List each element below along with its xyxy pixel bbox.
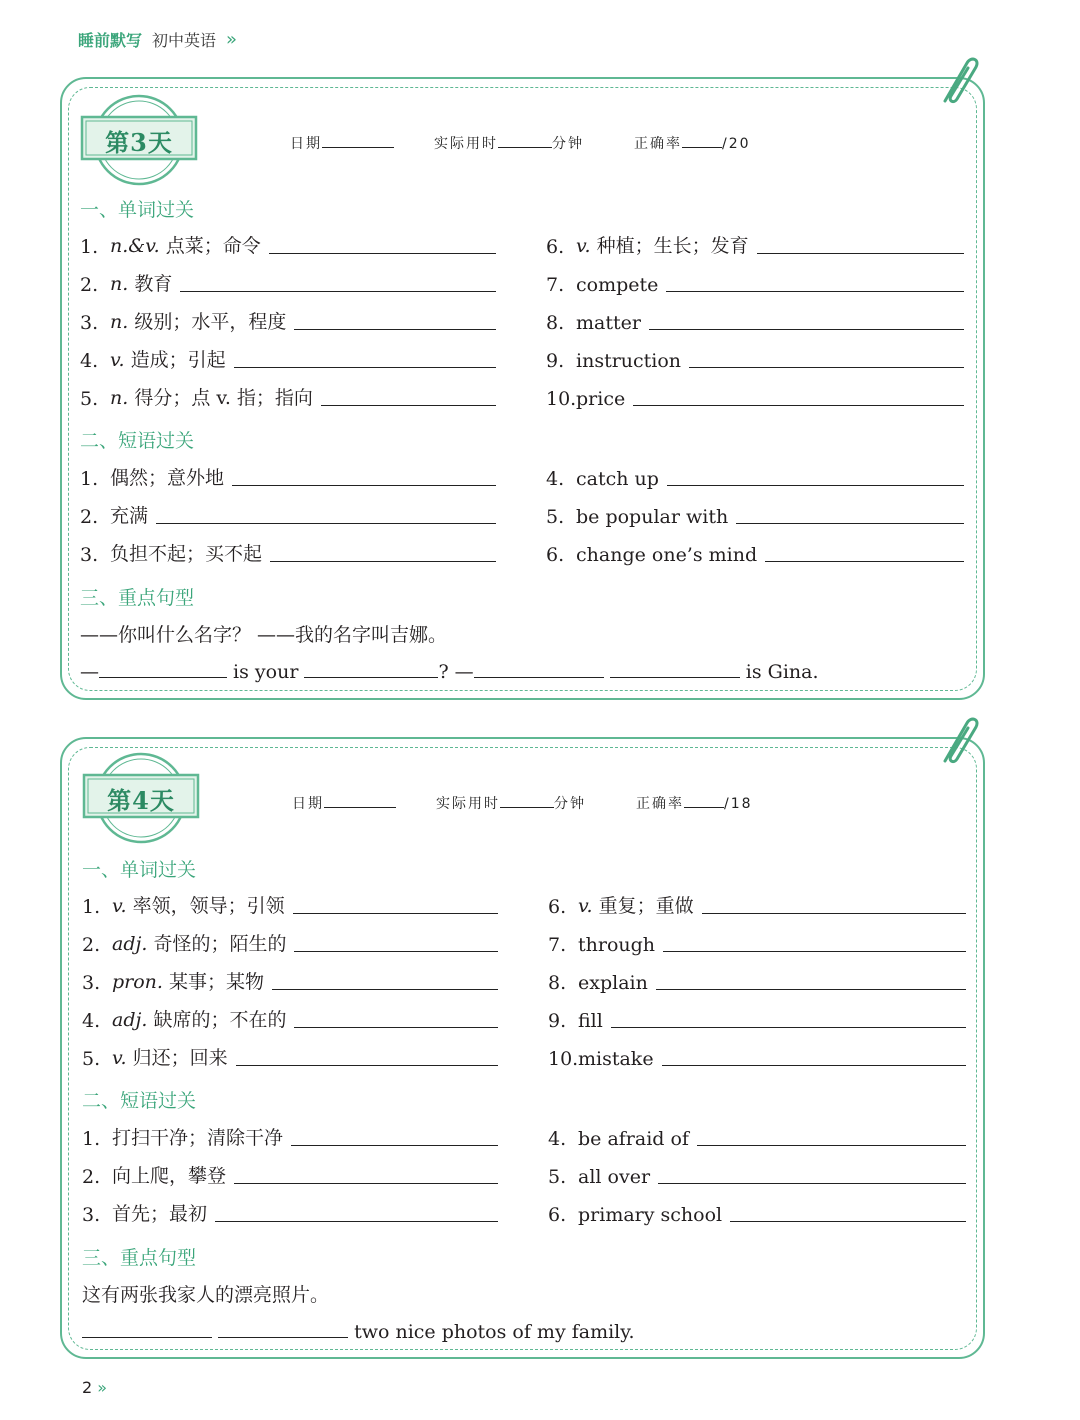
sentence-chinese: ——你叫什么名字？ ——我的名字叫吉娜。 (80, 624, 448, 646)
answer-line[interactable] (234, 367, 496, 368)
time-blank[interactable] (500, 793, 554, 808)
answer-line[interactable] (610, 659, 740, 678)
answer-line[interactable] (270, 561, 496, 562)
answer-line[interactable] (667, 485, 964, 486)
list-item: 6. change one’s mind (546, 540, 964, 566)
answer-line[interactable] (272, 989, 498, 990)
answer-line[interactable] (689, 367, 964, 368)
answer-line[interactable] (663, 951, 966, 952)
list-item: 7. through (548, 930, 966, 956)
section-phrases: 二、短语过关 (80, 430, 195, 452)
answer-line[interactable] (658, 1183, 966, 1184)
list-item: 6. v. 种植；生长；发育 (546, 232, 964, 258)
list-item: 8. matter (546, 308, 964, 334)
answer-line[interactable] (702, 913, 966, 914)
list-item: 5. all over (548, 1162, 966, 1188)
answer-line[interactable] (180, 291, 496, 292)
sentence-english: two nice photos of my family. (82, 1319, 635, 1343)
list-item: 4. be afraid of (548, 1124, 966, 1150)
answer-line[interactable] (294, 951, 498, 952)
paperclip-icon (935, 53, 981, 113)
list-item: 9. instruction (546, 346, 964, 372)
day4-card (60, 737, 985, 1359)
list-item: 5. n. 得分；点 v. 指；指向 (80, 384, 496, 410)
answer-line[interactable] (611, 1027, 966, 1028)
list-item: 10. mistake (548, 1044, 966, 1070)
answer-line[interactable] (218, 1319, 348, 1338)
list-item: 1. v. 率领，领导；引领 (82, 892, 498, 918)
day-badge-label: 第4天 (107, 786, 175, 815)
section-sentences: 三、重点句型 (80, 587, 195, 609)
section-phrases: 二、短语过关 (82, 1090, 197, 1112)
answer-line[interactable] (293, 913, 498, 914)
answer-line[interactable] (662, 1065, 966, 1066)
answer-line[interactable] (649, 329, 964, 330)
day-badge (82, 751, 200, 845)
answer-line[interactable] (730, 1221, 966, 1222)
time-field: 实际用时 分钟 (436, 793, 586, 813)
answer-line[interactable] (304, 659, 438, 678)
answer-line[interactable] (474, 659, 604, 678)
list-item: 1. 偶然；意外地 (80, 464, 496, 490)
answer-line[interactable] (656, 989, 966, 990)
list-item: 2. 充满 (80, 502, 496, 528)
list-item: 4. catch up (546, 464, 964, 490)
answer-line[interactable] (633, 405, 964, 406)
answer-line[interactable] (156, 523, 496, 524)
list-item: 6. primary school (548, 1200, 966, 1226)
answer-line[interactable] (236, 1065, 498, 1066)
answer-line[interactable] (269, 253, 496, 254)
accuracy-field: 正确率 /20 (634, 133, 751, 153)
page-number: 2 (82, 1378, 93, 1397)
list-item: 6. v. 重复；重做 (548, 892, 966, 918)
page-header (78, 28, 237, 51)
accuracy-blank[interactable] (682, 133, 722, 148)
list-item: 2. adj. 奇怪的；陌生的 (82, 930, 498, 956)
answer-line[interactable] (232, 485, 496, 486)
accuracy-field: 正确率 /18 (636, 793, 753, 813)
date-blank[interactable] (322, 133, 394, 148)
list-item: 7. compete (546, 270, 964, 296)
list-item: 1. 打扫干净；清除干净 (82, 1124, 498, 1150)
list-item: 2. n. 教育 (80, 270, 496, 296)
sentence-english: — is your ? — is Gina. (80, 661, 819, 683)
list-item: 8. explain (548, 968, 966, 994)
chevron-right-icon: » (97, 1378, 108, 1397)
answer-line[interactable] (99, 659, 227, 678)
list-item: 2. 向上爬，攀登 (82, 1162, 498, 1188)
list-item: 5. v. 归还；回来 (82, 1044, 498, 1070)
date-field: 日期 (290, 133, 394, 153)
answer-line[interactable] (697, 1145, 966, 1146)
sentence-chinese: 这有两张我家人的漂亮照片。 (82, 1284, 330, 1306)
series-title: 睡前默写 (78, 31, 143, 50)
answer-line[interactable] (294, 1027, 498, 1028)
list-item: 3. 首先；最初 (82, 1200, 498, 1226)
section-sentences: 三、重点句型 (82, 1247, 197, 1269)
time-field: 实际用时 分钟 (434, 133, 584, 153)
answer-line[interactable] (234, 1183, 498, 1184)
list-item: 3. n. 级别；水平，程度 (80, 308, 496, 334)
date-blank[interactable] (324, 793, 396, 808)
list-item: 9. fill (548, 1006, 966, 1032)
day3-card (60, 77, 985, 700)
list-item: 10. price (546, 384, 964, 410)
answer-line[interactable] (291, 1145, 498, 1146)
time-blank[interactable] (498, 133, 552, 148)
list-item: 4. v. 造成；引起 (80, 346, 496, 372)
answer-line[interactable] (321, 405, 496, 406)
list-item: 5. be popular with (546, 502, 964, 528)
answer-line[interactable] (82, 1319, 212, 1338)
answer-line[interactable] (765, 561, 964, 562)
list-item: 3. 负担不起；买不起 (80, 540, 496, 566)
answer-line[interactable] (757, 253, 964, 254)
date-field: 日期 (292, 793, 396, 813)
accuracy-blank[interactable] (684, 793, 724, 808)
section-words: 一、单词过关 (80, 199, 195, 221)
list-item: 4. adj. 缺席的；不在的 (82, 1006, 498, 1032)
answer-line[interactable] (215, 1221, 498, 1222)
chevron-right-icon: » (226, 29, 238, 50)
subject-title: 初中英语 (152, 31, 217, 50)
day-badge-label: 第3天 (105, 128, 173, 157)
answer-line[interactable] (294, 329, 496, 330)
answer-line[interactable] (666, 291, 964, 292)
answer-line[interactable] (736, 523, 964, 524)
list-item: 3. pron. 某事；某物 (82, 968, 498, 994)
list-item: 1. n.&v. 点菜；命令 (80, 232, 496, 258)
section-words: 一、单词过关 (82, 859, 197, 881)
day-badge (80, 93, 198, 187)
page-footer (82, 1378, 107, 1397)
paperclip-icon (935, 713, 981, 773)
